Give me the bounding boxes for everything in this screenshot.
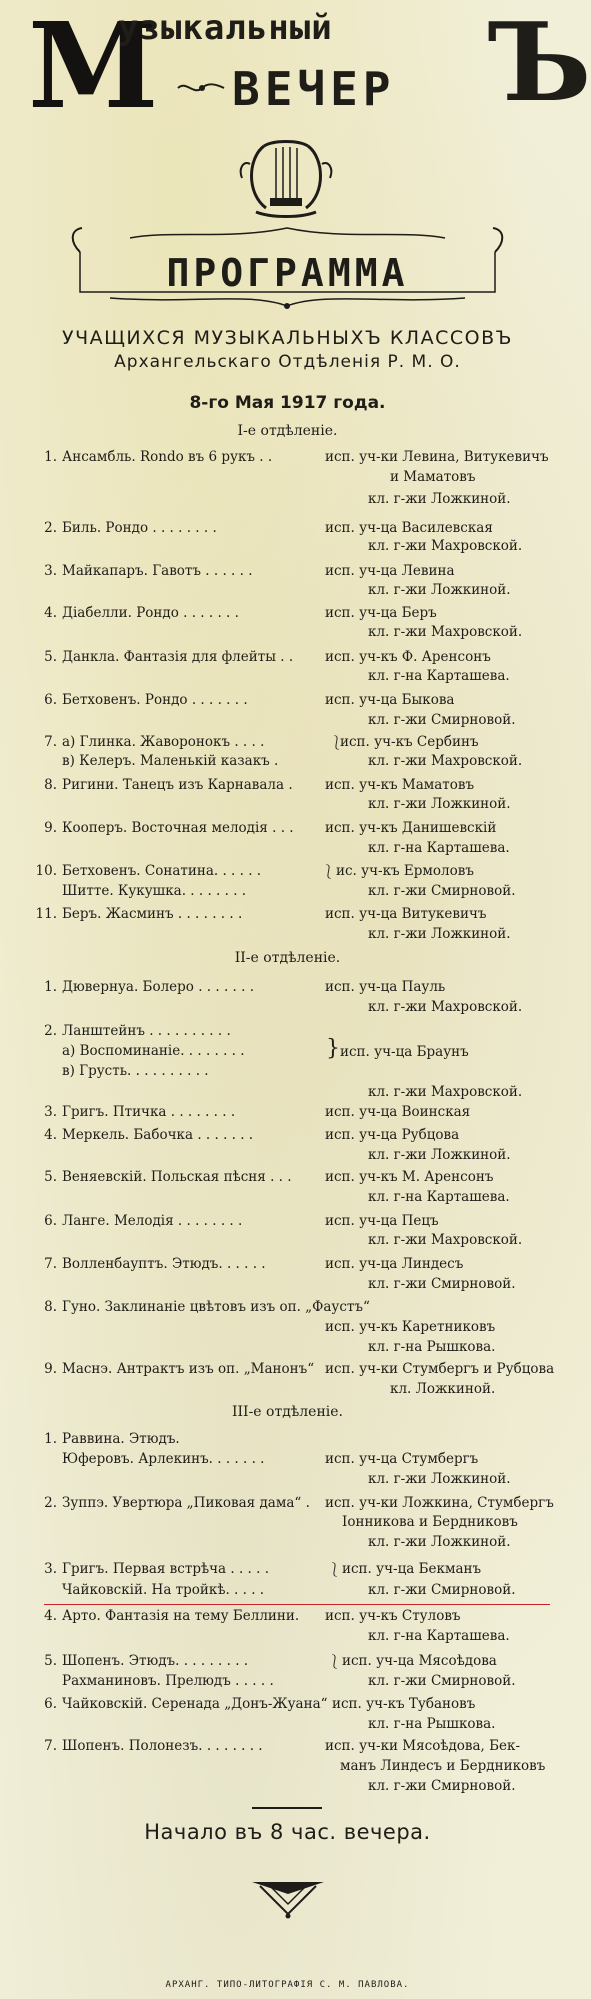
item-piece: Ланге. Мелодія . . . . . . . . [62, 1213, 243, 1229]
item-number: 1. [44, 979, 57, 995]
item-performer: исп. уч-ца Воинская [325, 1104, 471, 1120]
item-teacher: кл. г-жи Ложкиной. [368, 582, 511, 598]
item-performer: ис. уч-къ Ермоловъ [336, 863, 474, 879]
item-piece: Веняевскій. Польская пѣсня . . . [62, 1169, 292, 1185]
brace-mark: ⎱ [328, 1563, 342, 1578]
item-teacher: кл. Ложкиной. [390, 1381, 496, 1397]
item-performer: исп. уч-ца Браунъ [340, 1044, 469, 1060]
item-piece: в) Грусть. . . . . . . . . . [62, 1063, 209, 1079]
concert-date: 8-го Мая 1917 года. [189, 393, 386, 413]
item-piece: Шопенъ. Этюдъ. . . . . . . . . [62, 1653, 249, 1669]
divider-line [252, 1807, 322, 1809]
item-piece: Рахманиновъ. Прелюдъ . . . . . [62, 1673, 274, 1689]
item-performer: исп. уч-ки Левина, Витукевичъ [325, 449, 549, 465]
brace-mark: ⎱ [330, 736, 344, 751]
title-word-1: узыкальный [118, 8, 333, 48]
item-piece: Кооперъ. Восточная мелодія . . . [62, 820, 294, 836]
program-heading: ПРОГРАММА [166, 251, 409, 295]
section-1-title: I-е отдѣленіе. [237, 423, 338, 439]
item-performer: исп. уч-ца Витукевичъ [325, 906, 487, 922]
item-number: 1. [44, 449, 57, 465]
item-number: 1. [44, 1431, 57, 1447]
item-number: 4. [44, 1608, 57, 1624]
item-performer: исп. уч-ца Пецъ [325, 1213, 439, 1229]
item-performer: исп. уч-ца Беръ [325, 605, 437, 621]
item-performer: исп. уч-ца Линдесъ [325, 1256, 464, 1272]
item-piece: Шопенъ. Полонезъ. . . . . . . . [62, 1738, 263, 1754]
item-number: 2. [44, 1495, 57, 1511]
item-performer: исп. уч-ца Быкова [325, 692, 455, 708]
item-teacher: кл. г-жи Ложкиной. [368, 926, 511, 942]
section-3-title: III-е отдѣленіе. [231, 1404, 343, 1420]
item-piece: Маснэ. Антрактъ изъ оп. „Манонъ“ [62, 1361, 315, 1377]
printer-credit: АРХАНГ. ТИПО-ЛИТОГРАФІЯ С. М. ПАВЛОВА. [165, 1980, 410, 1990]
lyre-emblem-icon [236, 138, 336, 218]
item-performer: исп. уч-ки Ложкина, Стумбергъ [325, 1495, 554, 1511]
item-piece: Арто. Фантазія на тему Беллини. [62, 1608, 300, 1624]
item-number: 11. [35, 906, 57, 922]
item-piece: Беръ. Жасминъ . . . . . . . . [62, 906, 243, 922]
item-piece: Бетховенъ. Рондо . . . . . . . [62, 692, 248, 708]
subtitle-branch: Архангельскаго Отдѣленія Р. М. О. [114, 352, 461, 372]
item-number: 7. [44, 1256, 57, 1272]
item-performer: исп. уч-къ М. Аренсонъ [325, 1169, 494, 1185]
item-piece: в) Келеръ. Маленькій казакъ . [62, 753, 279, 769]
item-performer: исп. уч-ца Пауль [325, 979, 446, 995]
item-performer: манъ Линдесъ и Бердниковъ [340, 1758, 546, 1774]
item-number: 6. [44, 1213, 57, 1229]
item-performer: исп. уч-ца Мясоѣдова [342, 1653, 497, 1669]
item-number: 4. [44, 1127, 57, 1143]
item-performer: исп. уч-ца Рубцова [325, 1127, 460, 1143]
subtitle-students: УЧАЩИХСЯ МУЗЫКАЛЬНЫХЪ КЛАССОВЪ [62, 327, 513, 349]
item-performer: исп. уч-ки Мясоѣдова, Бек- [325, 1738, 521, 1754]
item-teacher: кл. г-жи Ложкиной. [368, 1471, 511, 1487]
item-teacher: кл. г-жи Ложкиной. [368, 1147, 511, 1163]
item-performer: исп. уч-ца Левина [325, 563, 455, 579]
item-teacher: кл. г-жи Махровской. [368, 999, 523, 1015]
item-teacher: кл. г-на Карташева. [368, 1628, 510, 1644]
item-number: 7. [44, 1738, 57, 1754]
item-piece: Гуно. Заклинаніе цвѣтовъ изъ оп. „Фаустъ“ [62, 1299, 370, 1315]
item-piece: Раввина. Этюдъ. [62, 1431, 180, 1447]
item-piece: Ригини. Танецъ изъ Карнавала . [62, 777, 293, 793]
item-number: 2. [44, 1023, 57, 1039]
item-teacher: кл. г-на Рышкова. [368, 1716, 496, 1732]
item-teacher: кл. г-на Рышкова. [368, 1339, 496, 1355]
item-piece: Волленбауптъ. Этюдъ. . . . . . [62, 1256, 266, 1272]
item-performer: исп. уч-къ Тубановъ [332, 1696, 476, 1712]
item-number: 3. [44, 563, 57, 579]
item-teacher: кл. г-жи Смирновой. [368, 883, 516, 899]
item-performer: исп. уч-къ Маматовъ [325, 777, 475, 793]
item-number: 7. [44, 734, 57, 750]
item-teacher: кл. г-жи Ложкиной. [368, 796, 511, 812]
item-piece: Григъ. Первая встрѣча . . . . . [62, 1561, 269, 1577]
item-piece: Діабелли. Рондо . . . . . . . [62, 605, 239, 621]
item-piece: Майкапаръ. Гавотъ . . . . . . [62, 563, 253, 579]
item-teacher: кл. г-на Карташева. [368, 668, 510, 684]
item-number: 3. [44, 1104, 57, 1120]
red-underline [44, 1604, 550, 1605]
item-number: 6. [44, 1696, 57, 1712]
item-piece: Бетховенъ. Сонатина. . . . . . [62, 863, 262, 879]
item-teacher: кл. г-жи Махровской. [368, 538, 523, 554]
flourish-ornament-icon [176, 80, 226, 96]
item-teacher: кл. г-жи Ложкиной. [368, 1534, 511, 1550]
item-number: 9. [44, 820, 57, 836]
item-piece: Шитте. Кукушка. . . . . . . . [62, 883, 247, 899]
title-word-2: ВЕЧЕР [232, 62, 396, 116]
item-teacher: кл. г-жи Смирновой. [368, 1778, 516, 1794]
item-number: 9. [44, 1361, 57, 1377]
item-performer: исп. уч-ца Бекманъ [342, 1561, 482, 1577]
item-piece: Данкла. Фантазія для флейты . . [62, 649, 294, 665]
item-number: 4. [44, 605, 57, 621]
item-teacher: кл. г-жи Махровской. [368, 1084, 523, 1100]
item-teacher: кл. г-жи Махровской. [368, 1232, 523, 1248]
item-performer: исп. уч-къ Данишевскій [325, 820, 497, 836]
item-number: 10. [35, 863, 57, 879]
item-performer: Іонникова и Бердниковъ [342, 1514, 518, 1530]
item-teacher: кл. г-на Карташева. [368, 840, 510, 856]
brace-mark: } [326, 1036, 340, 1061]
item-teacher: кл. г-жи Махровской. [368, 624, 523, 640]
item-piece: а) Воспоминаніе. . . . . . . . [62, 1043, 245, 1059]
section-2-title: II-е отдѣленіе. [234, 950, 341, 966]
item-piece: Дювернуа. Болеро . . . . . . . [62, 979, 254, 995]
initial-letter-m: М [28, 0, 159, 135]
final-letter-er: Ъ [488, 0, 591, 126]
item-piece: а) Глинка. Жаворонокъ . . . . [62, 734, 265, 750]
item-piece: Ансамбль. Rondo въ 6 рукъ . . [62, 449, 273, 465]
item-number: 8. [44, 1299, 57, 1315]
item-piece: Чайковскій. Серенада „Донъ-Жуана“ [62, 1696, 328, 1712]
item-performer: исп. уч-ки Стумбергъ и Рубцова [325, 1361, 555, 1377]
item-number: 5. [44, 649, 57, 665]
start-time-note: Начало въ 8 час. вечера. [144, 1820, 431, 1844]
item-piece: Биль. Рондо . . . . . . . . [62, 520, 217, 536]
item-number: 8. [44, 777, 57, 793]
item-number: 3. [44, 1561, 57, 1577]
item-performer: исп. уч-къ Сербинъ [340, 734, 479, 750]
item-teacher: кл. г-жи Смирновой. [368, 1276, 516, 1292]
brace-mark: ⎱ [328, 1655, 342, 1670]
item-teacher: кл. г-жи Смирновой. [368, 1582, 516, 1598]
item-teacher: кл. г-жи Смирновой. [368, 1673, 516, 1689]
item-performer: исп. уч-ца Стумбергъ [325, 1451, 479, 1467]
item-number: 6. [44, 692, 57, 708]
item-teacher: кл. г-на Карташева. [368, 1189, 510, 1205]
item-piece: Зуппэ. Увертюра „Пиковая дама“ . [62, 1495, 310, 1511]
brace-mark: ⎱ [322, 865, 336, 880]
item-teacher: кл. г-жи Махровской. [368, 753, 523, 769]
item-performer: исп. уч-къ Ф. Аренсонъ [325, 649, 491, 665]
ornament-crown-icon [250, 1880, 326, 1920]
item-teacher: кл. г-жи Смирновой. [368, 712, 516, 728]
item-performer: исп. уч-къ Каретниковъ [325, 1319, 496, 1335]
item-piece: Юферовъ. Арлекинъ. . . . . . . [62, 1451, 265, 1467]
item-piece: Ланштейнъ . . . . . . . . . . [62, 1023, 231, 1039]
item-performer: исп. уч-къ Стуловъ [325, 1608, 461, 1624]
item-piece: Григъ. Птичка . . . . . . . . [62, 1104, 236, 1120]
item-teacher: кл. г-жи Ложкиной. [368, 491, 511, 507]
item-number: 5. [44, 1653, 57, 1669]
item-piece: Меркель. Бабочка . . . . . . . [62, 1127, 254, 1143]
item-performer: и Маматовъ [390, 469, 476, 485]
item-piece: Чайковскій. На тройкѣ. . . . . [62, 1582, 265, 1598]
item-performer: исп. уч-ца Василевская [325, 520, 493, 536]
item-number: 2. [44, 520, 57, 536]
item-number: 5. [44, 1169, 57, 1185]
